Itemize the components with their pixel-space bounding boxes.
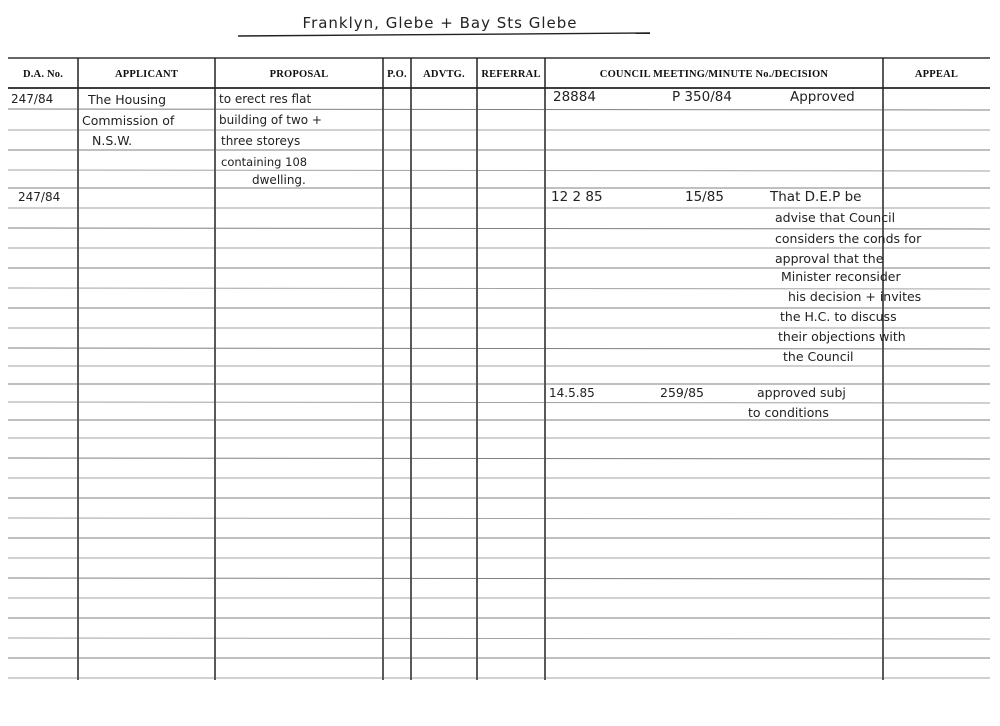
column-dividers xyxy=(78,58,883,680)
entry-2-decision-1-line-8: their objections with xyxy=(778,329,906,344)
entry-1-proposal-line-5: dwelling. xyxy=(252,173,306,187)
entry-1-applicant-line-2: Commission of xyxy=(82,113,175,128)
entry-2-decision-1-line-2: advise that Council xyxy=(775,210,896,225)
row-rule xyxy=(8,402,990,403)
header-referral: REFERRAL xyxy=(481,68,541,80)
entry-2-decision-1-line-4: approval that the xyxy=(775,251,884,266)
row-rule xyxy=(8,458,990,459)
entry-1-applicant-line-1: The Housing xyxy=(88,92,167,107)
entry-2-decision-2-minute: 259/85 xyxy=(660,385,704,400)
entry-2-decision-1-date: 12 2 85 xyxy=(551,189,603,205)
row-rule xyxy=(8,170,990,171)
entry-1-decision-1-text: Approved xyxy=(790,89,855,105)
entry-1-decision-1-date: 28884 xyxy=(553,89,596,105)
entry-1-proposal-line-2: building of two + xyxy=(219,113,322,127)
title-underline xyxy=(238,33,650,36)
register-title: Franklyn, Glebe + Bay Sts Glebe xyxy=(302,14,578,32)
header-po: P.O. xyxy=(387,68,407,80)
entry-1-decision-1-minute: P 350/84 xyxy=(672,89,732,105)
entry-2-decision-2-line-2: to conditions xyxy=(748,405,829,420)
row-rule xyxy=(8,518,990,519)
entry-2-decision-1-line-3: considers the conds for xyxy=(775,231,922,246)
row-rule xyxy=(8,638,990,639)
header-proposal: PROPOSAL xyxy=(269,68,329,80)
entry-1-proposal-line-4: containing 108 xyxy=(221,155,308,169)
entry-2-decision-1-line-1: That D.E.P be xyxy=(770,189,862,205)
entry-1-da-no: 247/84 xyxy=(11,92,54,106)
header-appeal: APPEAL xyxy=(914,68,959,80)
header-da-no: D.A. No. xyxy=(22,68,64,80)
entry-2-decision-1-line-5: Minister reconsider xyxy=(781,269,901,284)
row-rule xyxy=(8,228,990,229)
header-advtg: ADVTG. xyxy=(423,68,465,80)
header-applicant: APPLICANT xyxy=(114,68,179,80)
entry-2-decision-2-line-1: approved subj xyxy=(757,385,846,400)
entry-2-decision-1-minute: 15/85 xyxy=(685,189,724,205)
row-rule xyxy=(8,578,990,579)
entry-2-decision-1-line-9: the Council xyxy=(783,349,854,364)
entry-1-proposal-line-3: three storeys xyxy=(221,134,301,148)
entry-1-proposal-line-1: to erect res flat xyxy=(219,92,312,106)
entry-2-decision-2-date: 14.5.85 xyxy=(549,386,595,400)
entry-2-da-no: 247/84 xyxy=(18,190,61,204)
header-council: COUNCIL MEETING/MINUTE No./DECISION xyxy=(599,68,829,80)
row-rule xyxy=(8,109,990,110)
entry-2-decision-1-line-7: the H.C. to discuss xyxy=(780,309,897,324)
entry-1-applicant-line-3: N.S.W. xyxy=(92,133,133,148)
entry-2-decision-1-line-6: his decision + invites xyxy=(788,289,922,304)
